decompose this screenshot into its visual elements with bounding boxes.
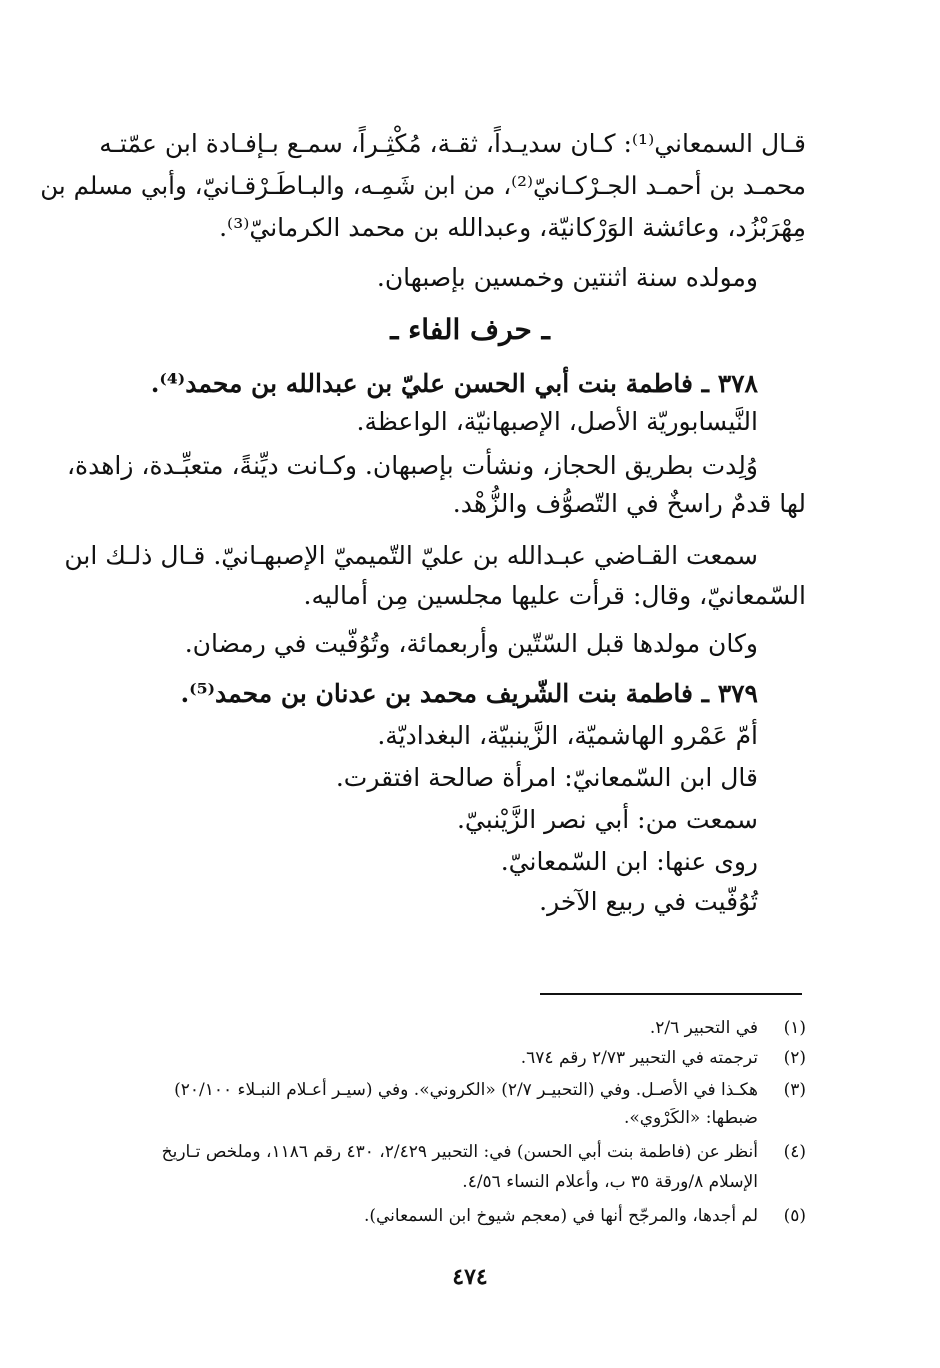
footnote-4-number: (٤) xyxy=(783,1142,806,1162)
para2: ومولده سنة اثنتين وخمسين بإصبهان. xyxy=(376,263,758,292)
footnote-1-number: (١) xyxy=(783,1018,806,1038)
footnote-5-number: (٥) xyxy=(783,1206,806,1226)
footnote-2-text: ترجمته في التحبير ٢/٧٣ رقم ٦٧٤. xyxy=(520,1048,758,1068)
footnote-3-text-line2: ضبطها: «الكَرْوي». xyxy=(623,1108,758,1128)
section-heading: ـ حرف الفاء ـ xyxy=(390,313,550,346)
entry-378-line3: لها قدمٌ راسخٌ في التّصوُّف والزُّهْد. xyxy=(452,489,806,518)
para1-line3: مِهْرَبْزُد، وعائشة الوَرْكانيّة، وعبدالله بن محمد الكرمانيّ⁽³⁾. xyxy=(219,213,806,242)
entry-378-line2: وُلِدت بطريق الحجاز، ونشأت بإصبهان. وكـانت ديِّنةً، متعبِّـدة، زاهدة، xyxy=(66,451,758,480)
entry-379-line1: أمّ عَمْرو الهاشميّة، الزَّينبيّة، البغداديّة. xyxy=(377,721,758,750)
footnote-3-text-line1: هكـذا في الأصـل. وفي (التحبيـر ٢/٧) «الكروني». وفي (سيـر أعـلام النبـلاء ٢٠/١٠٠) xyxy=(174,1080,758,1100)
entry-379-line3: سمعت من: أبي نصر الزَّيْنبيّ. xyxy=(456,805,758,834)
footnote-2-number: (٢) xyxy=(783,1048,806,1068)
entry-378-line4: سمعت القـاضي عبـدالله بن عليّ التّميميّ الإصبهـانيّ. قـال ذلـك ابن xyxy=(64,541,758,570)
entry-378-line6: وكان مولدها قبل السّتّين وأربعمائة، وتُوُفّيت في رمضان. xyxy=(184,629,758,658)
entry-379-line5: تُوُفّيت في ربيع الآخر. xyxy=(539,887,758,916)
footnote-1-text: في التحبير ٢/٦. xyxy=(649,1018,758,1038)
para1-line2: محمـد بن أحمـد الجـرْكـانيّ⁽²⁾، من ابن شَمِـه، والبـاطَـرْقـانيّ، وأبي مسلم بن xyxy=(40,171,806,200)
footnote-4-text-line1: أنظر عن (فاطمة بنت أبي الحسن) في: التحبير ٢/٤٢٩، ٤٣٠ رقم ١١٨٦، وملخص تـاريخ xyxy=(161,1142,758,1162)
entry-378-title: ٣٧٨ ـ فاطمة بنت أبي الحسن عليّ بن عبدالله بن محمد⁽⁴⁾. xyxy=(150,369,758,398)
footnote-3-number: (٣) xyxy=(783,1080,806,1100)
footnote-rule xyxy=(540,993,802,995)
entry-378-line5: السّمعانيّ، وقال: قرأت عليها مجلسين مِن أماليه. xyxy=(303,581,806,610)
entry-379-title: ٣٧٩ ـ فاطمة بنت الشّريف محمد بن عدنان بن محمد⁽⁵⁾. xyxy=(180,679,758,708)
entry-379-line4: روى عنها: ابن السّمعانيّ. xyxy=(500,847,758,876)
footnote-5-text: لم أجدها، والمرجّح أنها في (معجم شيوخ ابن السمعاني). xyxy=(363,1206,758,1226)
entry-378-line1: النَّيسابوريّة الأصل، الإصبهانيّة، الواعظة. xyxy=(356,407,758,436)
page-number: ٤٧٤ xyxy=(452,1264,488,1290)
para1-line1: قـال السمعاني⁽¹⁾: كـان سديـداً، ثقـة، مُكْثِـراً، سمـع بـإفـادة ابن عمّتـه xyxy=(99,129,806,158)
entry-379-line2: قال ابن السّمعانيّ: امرأة صالحة افتقرت. xyxy=(335,763,758,792)
footnote-4-text-line2: الإسلام ٨/ورقة ٣٥ ب، وأعلام النساء ٤/٥٦. xyxy=(462,1172,758,1192)
